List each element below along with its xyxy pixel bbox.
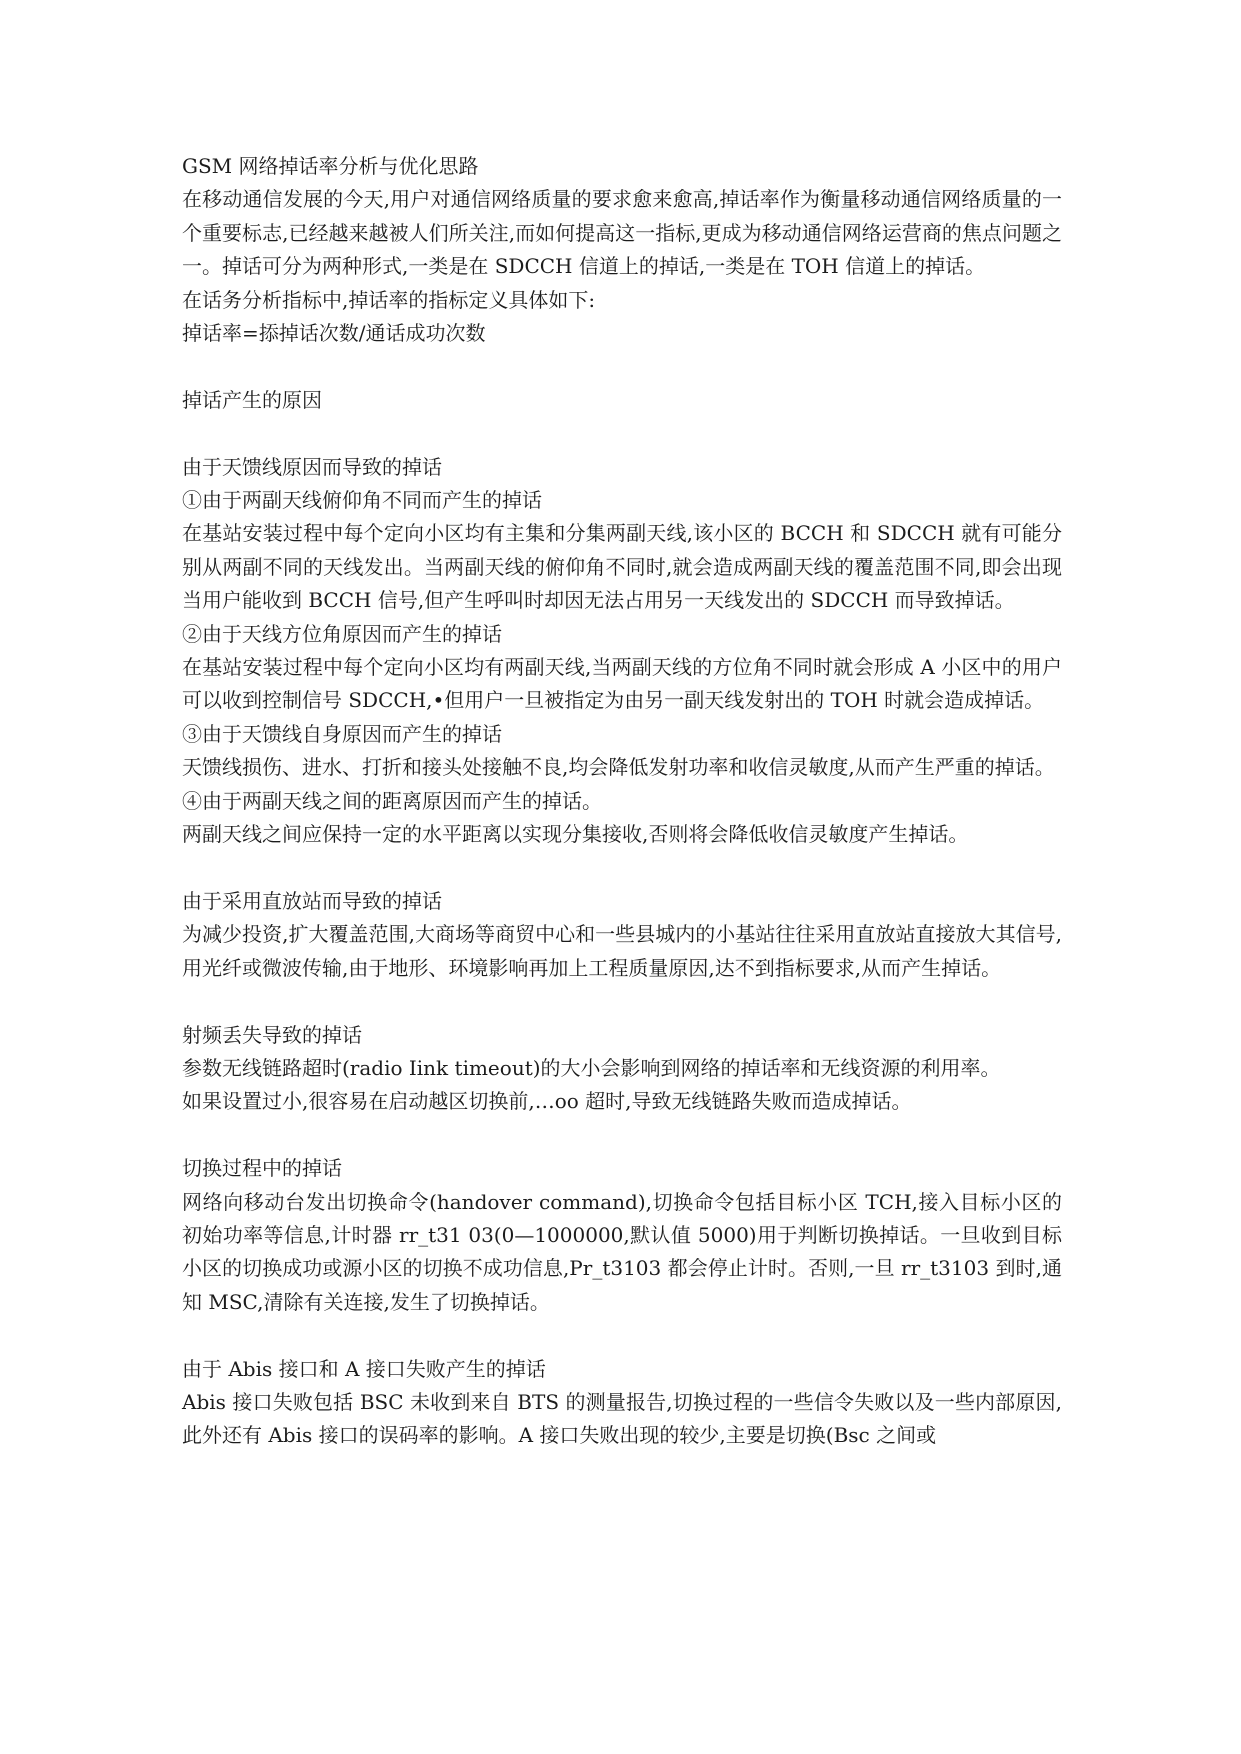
- document-title: GSM 网络掉话率分析与优化思路: [182, 154, 479, 178]
- causes-heading: 掉话产生的原因: [182, 387, 322, 412]
- antenna-item-3-body: 天馈线损伤、进水、打折和接头处接触不良,均会降低发射功率和收信灵敏度,从而产生严重的掉话。: [182, 755, 1055, 780]
- antenna-heading: 由于天馈线原因而导致的掉话: [182, 454, 442, 479]
- antenna-item-1-title: ①由于两副天线俯仰角不同而产生的掉话: [182, 488, 542, 513]
- document-page: [182, 150, 1062, 1453]
- spacer: [182, 350, 1062, 383]
- rf-loss-heading: 射频丢失导致的掉话: [182, 1022, 362, 1047]
- intro-paragraph: 在移动通信发展的今天,用户对通信网络质量的要求愈来愈高,掉话率作为衡量移动通信网络质量的一个重要标志,已经越来越被人们所关注,而如何提高这一指标,更成为移动通信网络运营商的焦点问题之一。掉话可分为两种形式,一类是在 SDCCH 信道上的掉话,一类是在 TOH 信道上的掉话。: [182, 187, 1062, 279]
- spacer: [182, 417, 1062, 450]
- handover-heading: 切换过程中的掉话: [182, 1156, 342, 1181]
- intro-formula: 掉话率=掭掉话次数/通话成功次数: [182, 321, 486, 346]
- antenna-item-4-title: ④由于两副天线之间的距离原因而产生的掉话。: [182, 788, 602, 813]
- repeater-body: 为减少投资,扩大覆盖范围,大商场等商贸中心和一些县城内的小基站往往采用直放站直接放大其信号,用光纤或微波传输,由于地形、环境影响再加上工程质量原因,达不到指标要求,从而产生掉话。: [182, 922, 1062, 980]
- rf-loss-line-1: 参数无线链路超时(radio Iink timeout)的大小会影响到网络的掉话率和无线资源的利用率。: [182, 1055, 1001, 1080]
- rf-loss-line-2: 如果设置过小,很容易在启动越区切换前,…oo 超时,导致无线链路失败而造成掉话。: [182, 1089, 912, 1114]
- spacer: [182, 852, 1062, 885]
- abis-heading: 由于 Abis 接口和 A 接口失败产生的掉话: [182, 1356, 546, 1381]
- intro-definition-lead: 在话务分析指标中,掉话率的指标定义具体如下:: [182, 287, 596, 312]
- spacer: [182, 1319, 1062, 1352]
- antenna-item-2-body: 在基站安装过程中每个定向小区均有两副天线,当两副天线的方位角不同时就会形成 A 小区中的用户可以收到控制信号 SDCCH,•但用户一旦被指定为由另一副天线发射出的 TOH 时就会造成掉话。: [182, 655, 1062, 713]
- abis-body: Abis 接口失败包括 BSC 未收到来自 BTS 的测量报告,切换过程的一些信令失败以及一些内部原因,此外还有 Abis 接口的误码率的影响。A 接口失败出现的较少,主要是切换(Bsc 之间或: [182, 1389, 1062, 1448]
- spacer: [182, 1119, 1062, 1152]
- antenna-item-4-body: 两副天线之间应保持一定的水平距离以实现分集接收,否则将会降低收信灵敏度产生掉话。: [182, 822, 969, 847]
- handover-body: 网络向移动台发出切换命令(handover command),切换命令包括目标小区 TCH,接入目标小区的初始功率等信息,计时器 rr_t31 03(0—1000000,默认值 5000)用于判断切换掉话。一旦收到目标小区的切换成功或源小区的切换不成功信息,Pr_t3103 都会停止计时。否则,一旦 rr_t3103 到时,通知 MSC,清除有关连接,发生了切换掉话。: [182, 1189, 1062, 1314]
- spacer: [182, 985, 1062, 1018]
- antenna-item-1-body: 在基站安装过程中每个定向小区均有主集和分集两副天线,该小区的 BCCH 和 SDCCH 就有可能分别从两副不同的天线发出。当两副天线的俯仰角不同时,就会造成两副天线的覆盖范围不同,即会出现当用户能收到 BCCH 信号,但产生呼叫时却因无法占用另一天线发出的 SDCCH 而导致掉话。: [182, 521, 1062, 613]
- repeater-heading: 由于采用直放站而导致的掉话: [182, 888, 442, 913]
- antenna-item-3-title: ③由于天馈线自身原因而产生的掉话: [182, 721, 502, 746]
- antenna-item-2-title: ②由于天线方位角原因而产生的掉话: [182, 621, 502, 646]
